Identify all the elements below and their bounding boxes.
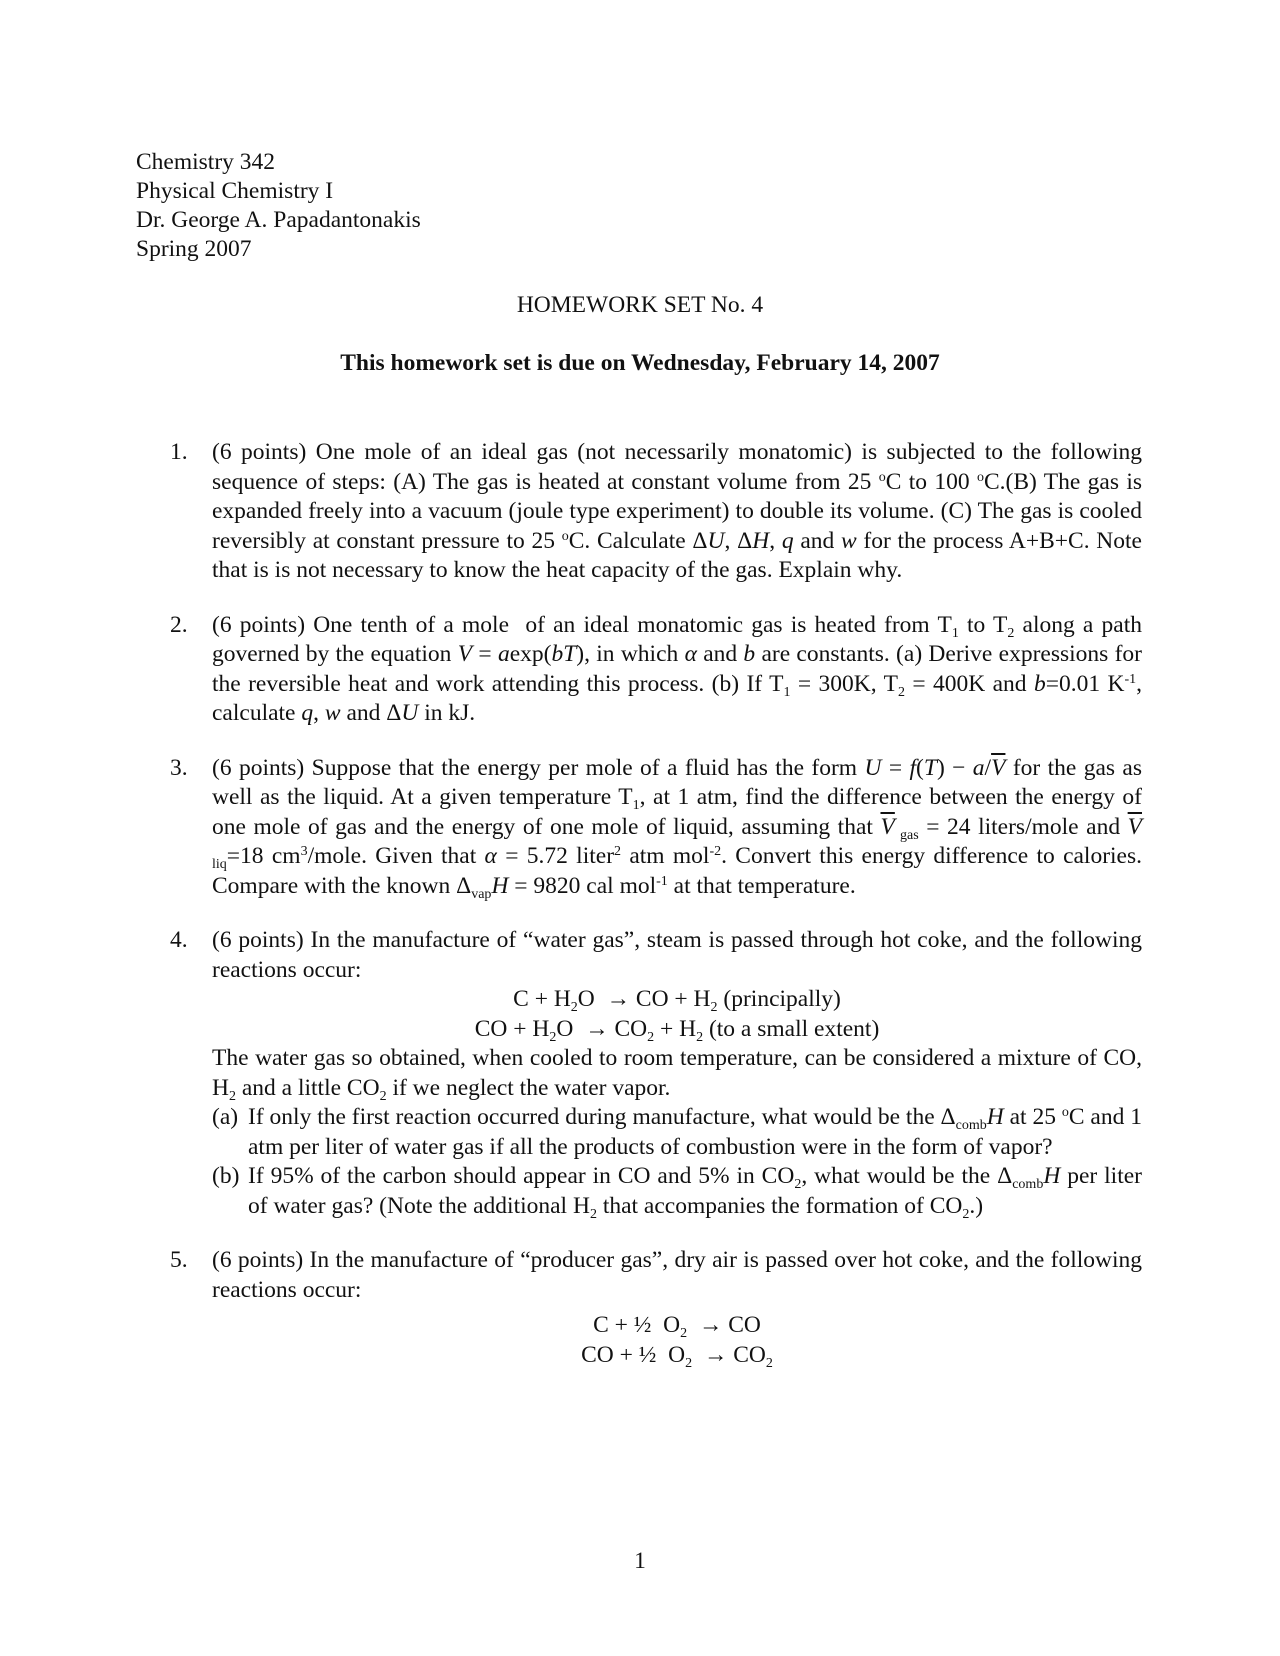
reaction-equation: C + ½ $O_2$ → CO xyxy=(593,1312,761,1341)
problem-number: 2. xyxy=(170,611,188,638)
problem-2 xyxy=(170,611,1142,729)
problem-text: (6 points) One tenth of a mole of an ideal monatomic gas is heated from $T_1$ to $T_2$ along a path governed by the equation V = aexp(bT), in which α and b are constants. (a) Derive expressions for the reversible heat and work attending this process. (b) If $T_1 = 300K$, $T_2 = 400K$ and b=0.01 $K^{-1}$, calculate q, w and ΔU in kJ. xyxy=(212,611,1142,726)
course-name: Physical Chemistry I xyxy=(136,178,334,204)
problem-text: (6 points) In the manufacture of “producer gas”, dry air is passed over hot coke, and the following reactions occur: xyxy=(212,1247,1142,1303)
sub-question-b: (b) If 95% of the carbon should appear in CO and 5% in $CO_2$, what would be the $\Delta_{comb}H$ per liter of water gas? (Note the additional $H_2$ that accompanies the formation of $CO_2$.) xyxy=(212,1163,1142,1222)
problem-number: 3. xyxy=(170,754,188,781)
problem-3 xyxy=(170,754,1142,902)
problem-text: The water gas so obtained, when cooled to room temperature, can be considered a mixture of CO, $H_2$ and a little $CO_2$ if we neglect the water vapor. xyxy=(212,1045,1142,1104)
instructor-name: Dr. George A. Papadantonakis xyxy=(136,207,421,233)
problem-4 xyxy=(170,926,1142,1221)
problem-number: 5. xyxy=(170,1247,188,1273)
problem-text: (6 points) One mole of an ideal gas (not necessarily monatomic) is subjected to the following sequence of steps: (A) The gas is heated at constant volume from 25 $^o$C to 100 $^o$C.(B) The gas is expanded freely into a vacuum (joule type experiment) to double its volume. (C) The gas is cooled reversibly at constant pressure to 25 $^o$C. Calculate ΔU, ΔH, q and w for the process A+B+C. Note that is is not necessary to know the heat capacity of the gas. Explain why. xyxy=(212,439,1142,583)
problem-text: (6 points) Suppose that the energy per mole of a fluid has the form $U = f(T) - a/\overline{V}$ for the gas as well as the liquid. At a given temperature $T_1$, at 1 atm, find the difference between the energy of one mole of gas and the energy of one mole of liquid, assuming that $\overline{V}$ $_{gas}$ = 24 liters/mole and $\overline{V}$ $_{liq}$=18 $cm^3$/mole. Given that α = 5.72 liter$^2$ atm mol$^{-2}$. Convert this energy difference to calories. Compare with the known $\Delta_{vap}H = 9820$ cal mol$^{-1}$ at that temperature. xyxy=(212,754,1143,902)
sub-question-a: (a) If only the first reaction occurred during manufacture, what would be the $\Delta_{comb}H$ at 25 $^o$C and 1 atm per liter of water gas if all the products of combustion were in the form of vapor? xyxy=(212,1104,1142,1160)
term: Spring 2007 xyxy=(136,236,252,262)
problem-list xyxy=(170,438,1142,1395)
problem-1 xyxy=(170,438,1142,586)
problem-number: 1. xyxy=(170,439,188,465)
due-date-notice: This homework set is due on Wednesday, February 14, 2007 xyxy=(340,350,940,376)
problem-number: 4. xyxy=(170,927,188,953)
reaction-equation: CO + ½ $O_2 \to CO_2$ xyxy=(581,1341,773,1371)
problem-text: (6 points) In the manufacture of “water gas”, steam is passed through hot coke, and the following reactions occur: xyxy=(212,927,1142,983)
problem-5 xyxy=(170,1246,1142,1370)
page-number: 1 xyxy=(634,1548,646,1574)
reaction-equation: $C + H_2O$ → CO + $H_2$ (principally) xyxy=(513,986,841,1015)
course-header xyxy=(136,148,421,264)
reaction-equation: CO + $H_2O \to CO_2 + H_2$ (to a small extent) xyxy=(474,1015,880,1045)
homework-title: HOMEWORK SET No. 4 xyxy=(516,292,764,318)
course-number: Chemistry 342 xyxy=(136,149,276,175)
